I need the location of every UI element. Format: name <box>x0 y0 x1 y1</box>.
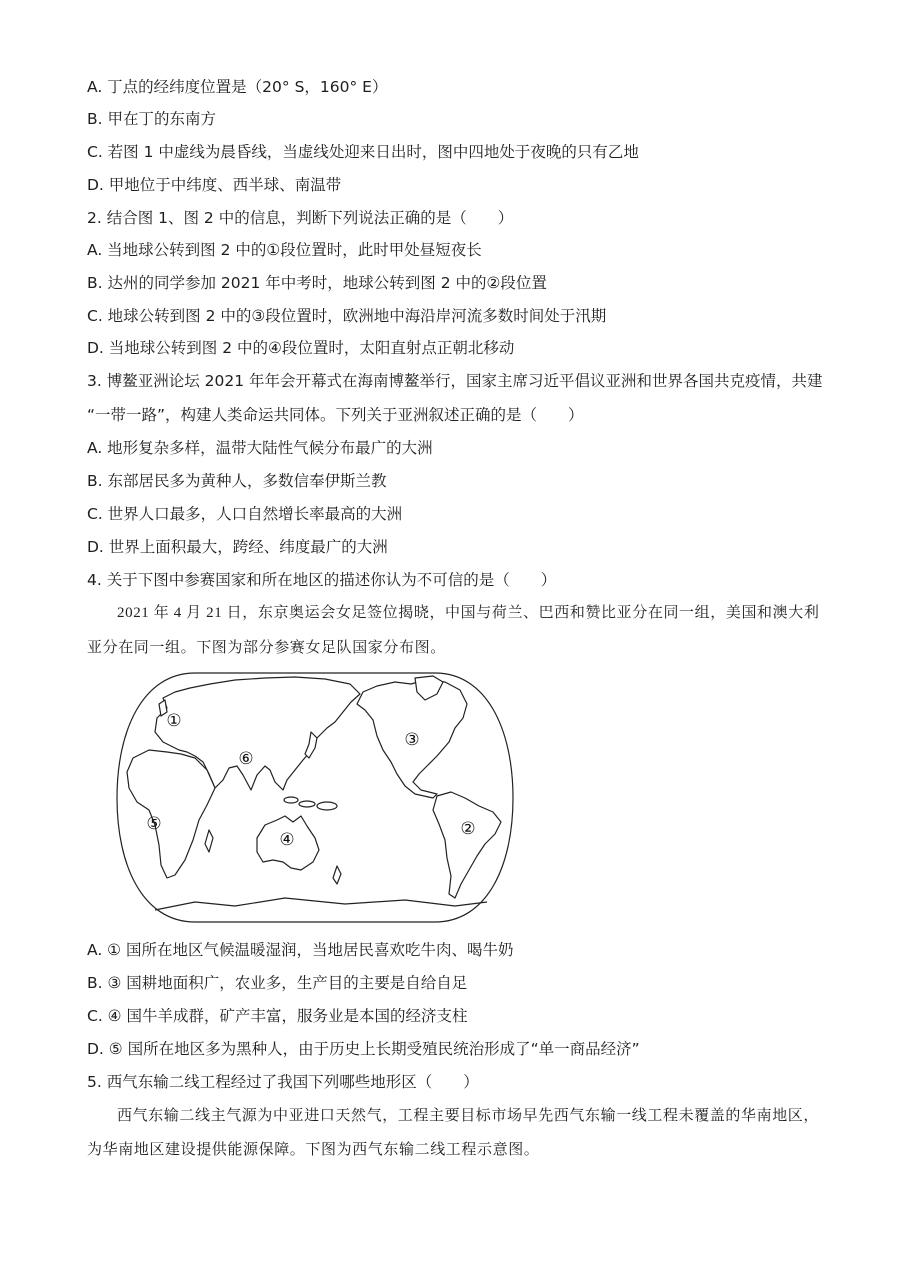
island-outline <box>317 802 337 810</box>
q5-stem: 5. 西气东输二线工程经过了我国下列哪些地形区（ ） <box>87 1073 479 1091</box>
island-outline <box>284 797 298 803</box>
map-label-3: ③ <box>404 730 420 750</box>
q4-passage-line2: 亚分在同一组。下图为部分参赛女足队国家分布图。 <box>87 640 446 656</box>
q1-option-a: A. 丁点的经纬度位置是（20° S，160° E） <box>87 78 388 96</box>
q5-passage-line2: 为华南地区建设提供能源保障。下图为西气东输二线工程示意图。 <box>87 1142 540 1158</box>
q1-option-c: C. 若图 1 中虚线为晨昏线，当虚线处迎来日出时，图中四地处于夜晚的只有乙地 <box>87 143 639 161</box>
world-map <box>115 670 515 926</box>
q3-option-a: A. 地形复杂多样，温带大陆性气候分布最广的大洲 <box>87 439 433 457</box>
map-label-4: ④ <box>279 830 295 850</box>
q2-option-d: D. 当地球公转到图 2 中的④段位置时，太阳直射点正朝北移动 <box>87 339 515 357</box>
q5-passage-line1: 西气东输二线主气源为中亚进口天然气，工程主要目标市场早先西气东输一线工程未覆盖的华南地区， <box>117 1108 820 1124</box>
q1-option-b: B. 甲在丁的东南方 <box>87 110 216 128</box>
q4-passage-line1: 2021 年 4 月 21 日，东京奥运会女足签位揭晓，中国与荷兰、巴西和赞比亚分在同一组，美国和澳大利 <box>117 605 820 621</box>
q4-option-b: B. ③ 国耕地面积广，农业多，生产目的主要是自给自足 <box>87 974 468 992</box>
island-outline <box>299 801 315 807</box>
q3-option-b: B. 东部居民多为黄种人，多数信奉伊斯兰教 <box>87 472 387 490</box>
world-map-figure <box>115 670 515 926</box>
q4-option-c: C. ④ 国牛羊成群，矿产丰富，服务业是本国的经济支柱 <box>87 1007 468 1025</box>
q4-stem: 4. 关于下图中参赛国家和所在地区的描述你认为不可信的是（ ） <box>87 571 557 589</box>
q3-option-c: C. 世界人口最多，人口自然增长率最高的大洲 <box>87 505 403 523</box>
q4-option-a: A. ① 国所在地区气候温暖湿润，当地居民喜欢吃牛肉、喝牛奶 <box>87 941 514 959</box>
q4-option-d: D. ⑤ 国所在地区多为黑种人，由于历史上长期受殖民统治形成了“单一商品经济” <box>87 1040 640 1058</box>
map-label-6: ⑥ <box>238 749 254 769</box>
map-label-1: ① <box>166 711 182 731</box>
q2-option-b: B. 达州的同学参加 2021 年中考时，地球公转到图 2 中的②段位置 <box>87 274 547 292</box>
q3-option-d: D. 世界上面积最大，跨经、纬度最广的大洲 <box>87 538 388 556</box>
q2-option-a: A. 当地球公转到图 2 中的①段位置时，此时甲处昼短夜长 <box>87 241 482 259</box>
map-label-2: ② <box>460 819 476 839</box>
q2-option-c: C. 地球公转到图 2 中的③段位置时，欧洲地中海沿岸河流多数时间处于汛期 <box>87 307 607 325</box>
q2-stem: 2. 结合图 1、图 2 中的信息，判断下列说法正确的是（ ） <box>87 209 514 227</box>
q3-stem-line2: “一带一路”，构建人类命运共同体。下列关于亚洲叙述正确的是（ ） <box>87 406 584 424</box>
q3-stem-line1: 3. 博鳌亚洲论坛 2021 年年会开幕式在海南博鳌举行，国家主席习近平倡议亚洲和世界各国共克疫情，共建 <box>87 372 823 390</box>
q1-option-d: D. 甲地位于中纬度、西半球、南温带 <box>87 176 342 194</box>
map-label-5: ⑤ <box>146 814 162 834</box>
